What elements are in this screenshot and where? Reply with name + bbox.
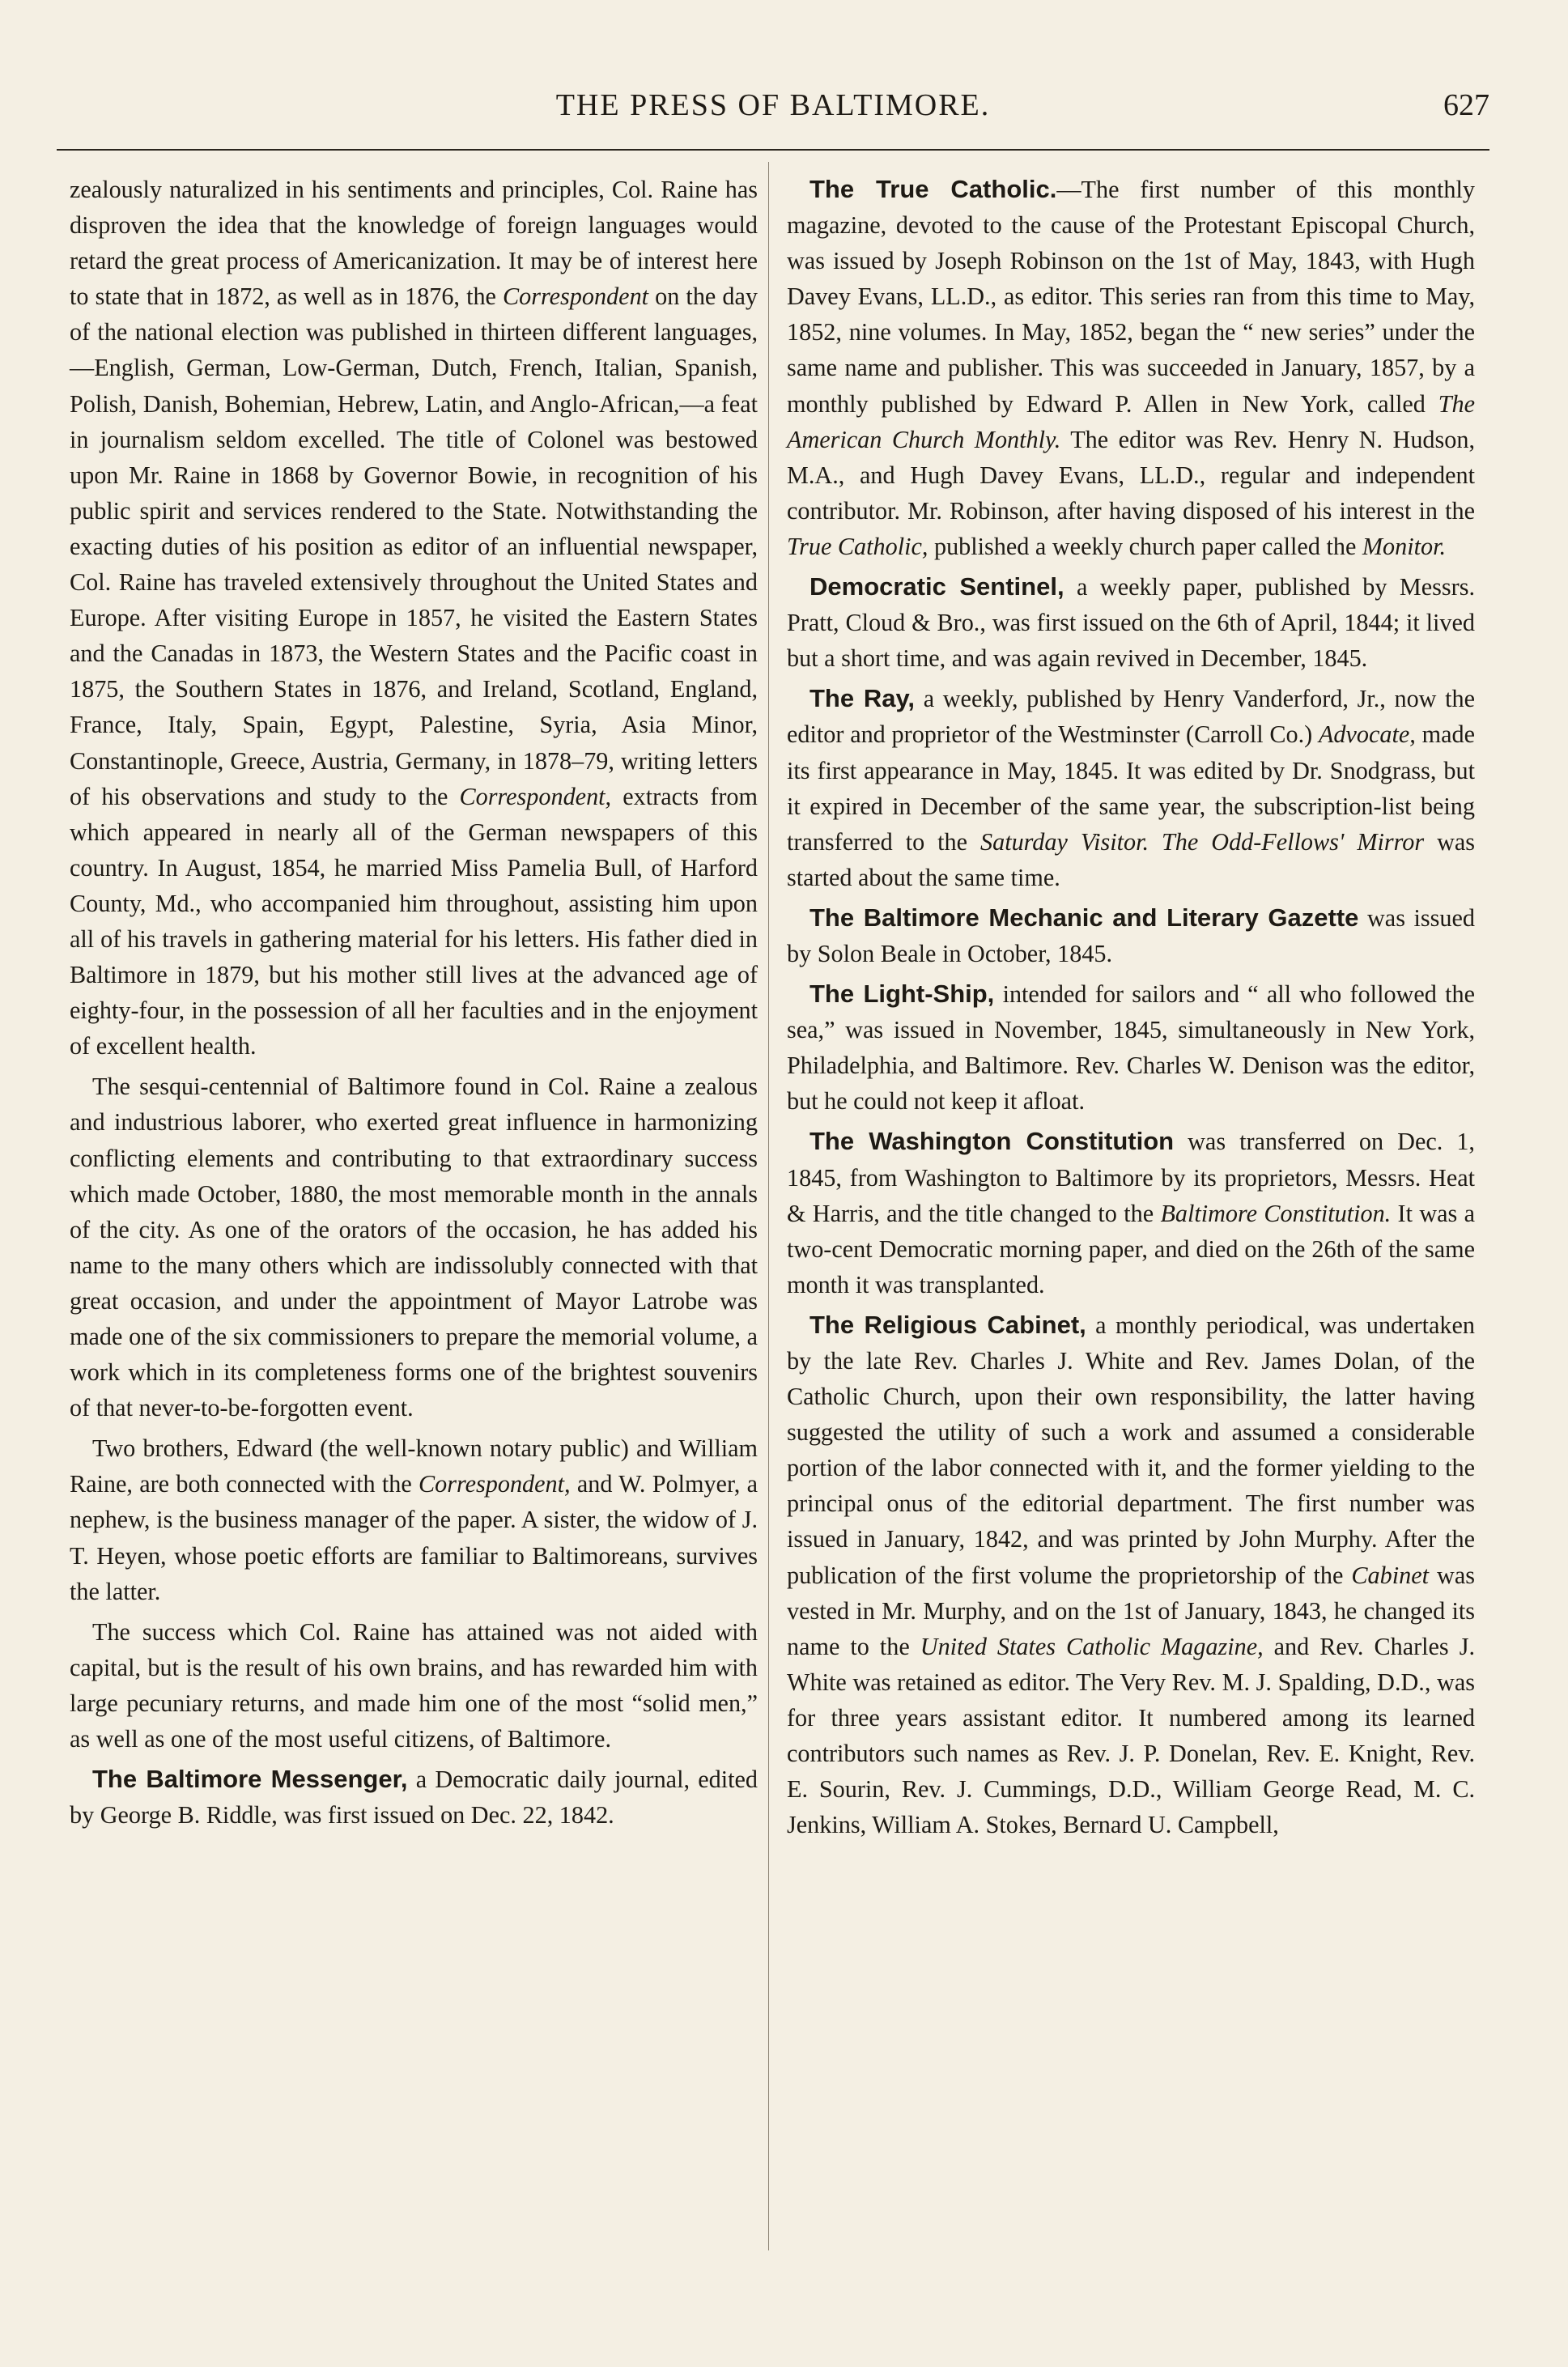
- italic-title: Advocate,: [1318, 720, 1416, 749]
- paragraph: [70, 172, 758, 1064]
- text-run: The success which Col. Raine has attained was not aided with capital, but is the result of his own brains, and has rewarded him with large pecuniary returns, and made him one of the most “solid men,” as well as one of the most useful citizens, of Baltimore.: [70, 1617, 758, 1753]
- paragraph: [787, 1124, 1475, 1302]
- text-run: —The first number of this monthly magazine, devoted to the cause of the Protestant Episcopal Church, was issued by Joseph Robinson on the 1st of May, 1843, with Hugh Davey Evans, LL.D., as editor. This series ran from this time to May, 1852, nine volumes. In May, 1852, began the “ new series” under the same name and publisher. This was succeeded in January, 1857, by a monthly published by Edward P. Allen in New York, called: [787, 176, 1475, 418]
- italic-title: The Odd-Fellows' Mirror: [1162, 827, 1425, 856]
- italic-title: Monitor.: [1362, 532, 1447, 560]
- text-run: a weekly, published by Henry Vanderford, Jr., now the editor and proprietor of the Westminster (Carroll Co.): [787, 685, 1476, 749]
- italic-title: Correspondent,: [419, 1470, 571, 1498]
- text-run: [1149, 828, 1162, 856]
- paragraph: [70, 1761, 758, 1833]
- text-run: was issued by Solon Beale in October, 1845.: [787, 903, 1475, 967]
- italic-title: Baltimore Constitution.: [1160, 1199, 1392, 1227]
- paragraph: [787, 976, 1475, 1119]
- page-header: [57, 87, 1489, 133]
- text-run: was transferred on Dec. 1, 1845, from Washington to Baltimore by its proprietors, Messrs. Heat & Harris, and the title changed to the: [787, 1128, 1475, 1227]
- text-run: zealously naturalized in his sentiments and principles, Col. Raine has disproven the idea that the knowledge of foreign languages would retard the great process of Americanization. It may be of interest here to state that in 1872, as well as in 1876, the: [70, 176, 758, 311]
- entry-heading: The Washington Constitution: [809, 1127, 1175, 1156]
- text-run: The editor was Rev. Henry N. Hudson, M.A., and Hugh Davey Evans, LL.D., regular and independent contributor. Mr. Robinson, after having disposed of his interest in the: [787, 425, 1475, 525]
- text-run: on the day of the national election was published in thirteen different languages,—English, German, Low-German, Dutch, French, Italian, Spanish, Polish, Danish, Bohemian, Hebrew, Latin, and Anglo-African,—a feat in journalism seldom excelled. The title of Colonel was bestowed upon Mr. Raine in 1868 by Governor Bowie, in recognition of his public spirit and services rendered to the State. Notwithstanding the exacting duties of his position as editor of an influential newspaper, Col. Raine has traveled extensively throughout the United States and Europe. After visiting Europe in 1857, he visited the Eastern States and the Canadas in 1873, the Western States and the Pacific coast in 1875, the Southern States in 1876, and Ireland, Scotland, England, France, Italy, Spain, Egypt, Palestine, Syria, Asia Minor, Constantinople, Greece, Austria, Germany, in 1878–79, writing letters of his observations and study to the: [70, 283, 758, 810]
- italic-title: True Catholic,: [787, 532, 928, 560]
- page-number: 627: [1443, 88, 1489, 122]
- entry-heading: The Religious Cabinet,: [809, 1310, 1086, 1339]
- text-run: intended for sailors and “ all who followed the sea,” was issued in November, 1845, simultaneously in New York, Philadelphia, and Baltimore. Rev. Charles W. Denison was the editor, but he could not keep it afloat.: [787, 980, 1475, 1116]
- entry-heading: The Ray,: [809, 684, 916, 713]
- paragraph: [787, 900, 1475, 971]
- text-run: The sesqui-centennial of Baltimore found in Col. Raine a zealous and industrious laborer, who exerted great influence in harmonizing conflicting elements and contributing to that extraordinary success which made October, 1880, the most memorable month in the annals of the city. As one of the orators of the occasion, he has added his name to the many others which are indissolubly connected with that great occasion, and under the appointment of Mayor Latrobe was made one of the six commissioners to prepare the memorial volume, a work which in its completeness forms one of the brightest souvenirs of that never-to-be-forgotten event.: [70, 1073, 758, 1422]
- text-run: was started about the same time.: [787, 827, 1476, 891]
- entry-heading: The Baltimore Mechanic and Literary Gazette: [809, 903, 1359, 932]
- paragraph: [70, 1614, 758, 1757]
- italic-title: Cabinet: [1351, 1561, 1429, 1589]
- text-run: made its first appearance in May, 1845. It was edited by Dr. Snodgrass, but it expired in December of the same year, the subscription-list being transferred to the: [787, 720, 1475, 856]
- italic-title: Correspondent,: [459, 782, 612, 810]
- text-run: a monthly periodical, was undertaken by the late Rev. Charles J. White and Rev. James Dolan, of the Catholic Church, upon their own responsibility, the latter having suggested the utility of such a work and assumed a considerable portion of the labor connected with it, and the former yielding to the principal onus of the editorial department. The first number was issued in January, 1842, and was printed by John Murphy. After the publication of the first volume the proprietorship of the: [787, 1311, 1475, 1589]
- text-run: published a weekly church paper called the: [928, 532, 1362, 560]
- header-rule: [57, 149, 1489, 151]
- italic-title: United States Catholic Magazine,: [920, 1632, 1264, 1660]
- paragraph: [70, 1430, 758, 1608]
- text-run: It was a two-cent Democratic morning paper, and died on the 26th of the same month it was transplanted.: [787, 1199, 1475, 1298]
- paragraph: [787, 681, 1475, 895]
- text-run: and W. Polmyer, a nephew, is the business manager of the paper. A sister, the widow of J. T. Heyen, whose poetic efforts are familiar to Baltimoreans, survives the latter.: [70, 1470, 758, 1605]
- italic-title: The American Church Monthly.: [787, 389, 1475, 453]
- text-run: was vested in Mr. Murphy, and on the 1st of January, 1843, he changed its name to the: [787, 1561, 1475, 1660]
- text-run: a weekly paper, published by Messrs. Pratt, Cloud & Bro., was first issued on the 6th of April, 1844; it lived but a short time, and was again revived in December, 1845.: [787, 573, 1475, 673]
- paragraph: [70, 1069, 758, 1426]
- text-run: extracts from which appeared in nearly all of the German newspapers of this country. In August, 1854, he married Miss Pamelia Bull, of Harford County, Md., who accompanied him throughout, assisting him upon all of his travels in gathering material for his letters. His father died in Baltimore in 1879, but his mother still lives at the advanced age of eighty-four, in the possession of all her faculties and in the enjoyment of excellent health.: [70, 782, 759, 1060]
- column-divider: [768, 162, 769, 2250]
- italic-title: Saturday Visitor.: [980, 827, 1149, 856]
- paragraph: [787, 1307, 1475, 1842]
- paragraph: [787, 172, 1475, 564]
- text-run: and Rev. Charles J. White was retained as editor. The Very Rev. M. J. Spalding, D.D., was for three years assistant editor. It numbered among its learned contributors such names as Rev. J. P. Donelan, Rev. E. Knight, Rev. E. Sourin, Rev. J. Cummings, D.D., William George Read, M. C. Jenkins, William A. Stokes, Bernard U. Campbell,: [787, 1632, 1475, 1839]
- entry-heading: The Light-Ship,: [809, 980, 995, 1009]
- entry-heading: The Baltimore Messenger,: [92, 1765, 408, 1794]
- italic-title: Correspondent: [503, 283, 649, 311]
- entry-heading: Democratic Sentinel,: [809, 572, 1064, 601]
- text-run: Two brothers, Edward (the well-known notary public) and William Raine, are both connected with the: [70, 1434, 758, 1498]
- left-column: [70, 172, 758, 1838]
- running-title: THE PRESS OF BALTIMORE.: [555, 88, 991, 122]
- text-run: a Democratic daily journal, edited by George B. Riddle, was first issued on Dec. 22, 1842.: [70, 1766, 758, 1829]
- paragraph: [787, 569, 1475, 676]
- entry-heading: The True Catholic.: [809, 175, 1057, 203]
- right-column: [787, 172, 1475, 1847]
